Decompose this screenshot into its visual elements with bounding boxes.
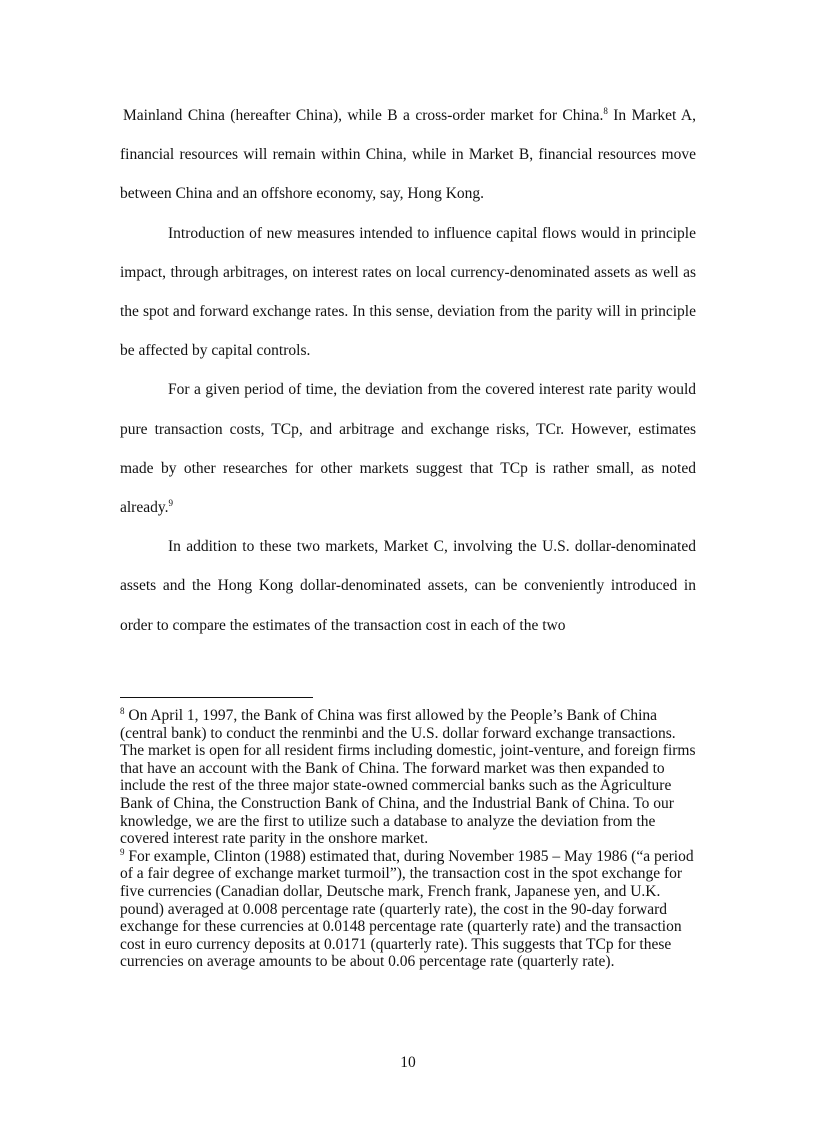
footnote-8-mark: 8	[120, 705, 125, 716]
footnote-9	[120, 848, 696, 971]
footnotes	[120, 707, 696, 971]
footnote-8-text: On April 1, 1997, the Bank of China was first allowed by the People’s Bank of China (central bank) to conduct the renminbi and the U.S. dollar forward exchange transactions. The market is open for all resident firms including domestic, joint-venture, and foreign firms that have an account with the Bank of China. The forward market was then expanded to include the rest of the three major state-owned commercial banks such as the Agriculture Bank of China, the Construction Bank of China, and the Industrial Bank of China. To our knowledge, we are the first to utilize such a database to analyze the deviation from the covered interest rate parity in the onshore market.	[120, 707, 696, 848]
footnote-9-mark: 9	[120, 846, 125, 857]
paragraph-3	[120, 370, 696, 527]
paragraph-3-text: For a given period of time, the deviation from the covered interest rate parity would pure transaction costs, TCp, and arbitrage and exchange risks, TCr. However, estimates made by other researches for other markets suggest that TCp is rather small, as noted already.	[120, 381, 696, 517]
footnote-ref-8[interactable]: 8	[603, 105, 608, 116]
page-number: 10	[400, 1054, 416, 1071]
paragraph-2: Introduction of new measures intended to influence capital flows would in principle impact, through arbitrages, on interest rates on local currency-denominated assets as well as the spot and forward exchange rates. In this sense, deviation from the parity will in principle be affected by capital controls.	[120, 224, 696, 360]
body-text	[120, 96, 696, 645]
footnote-9-text: For example, Clinton (1988) estimated that, during November 1985 – May 1986 (“a period of a fair degree of exchange market turmoil”), the transaction cost in the spot exchange for five currencies (Canadian dollar, Deutsche mark, French frank, Japanese yen, and U.K. pound) averaged at 0.008 percentage rate (quarterly rate), the cost in the 90-day forward exchange for these currencies at 0.0148 percentage rate (quarterly rate) and the transaction cost in euro currency deposits at 0.0171 (quarterly rate). This suggests that TCp for these currencies on average amounts to be about 0.06 percentage rate (quarterly rate).	[120, 847, 694, 971]
footnote-separator	[120, 697, 313, 698]
paragraph-1	[120, 96, 696, 214]
paragraph-1-text-a: Mainland China (hereafter China), while B a cross-order market for China.	[123, 107, 604, 124]
footnote-8	[120, 707, 696, 848]
paragraph-1-text-b: In Market A, financial resources will remain within China, while in Market B, financial resources move between China and an offshore economy, say, Hong Kong.	[120, 107, 697, 203]
paragraph-4: In addition to these two markets, Market C, involving the U.S. dollar-denominated assets and the Hong Kong dollar-denominated assets, can be conveniently introduced in order to compare the estimates of the transaction cost in each of the two	[120, 538, 696, 634]
footnote-ref-9[interactable]: 9	[168, 497, 173, 508]
